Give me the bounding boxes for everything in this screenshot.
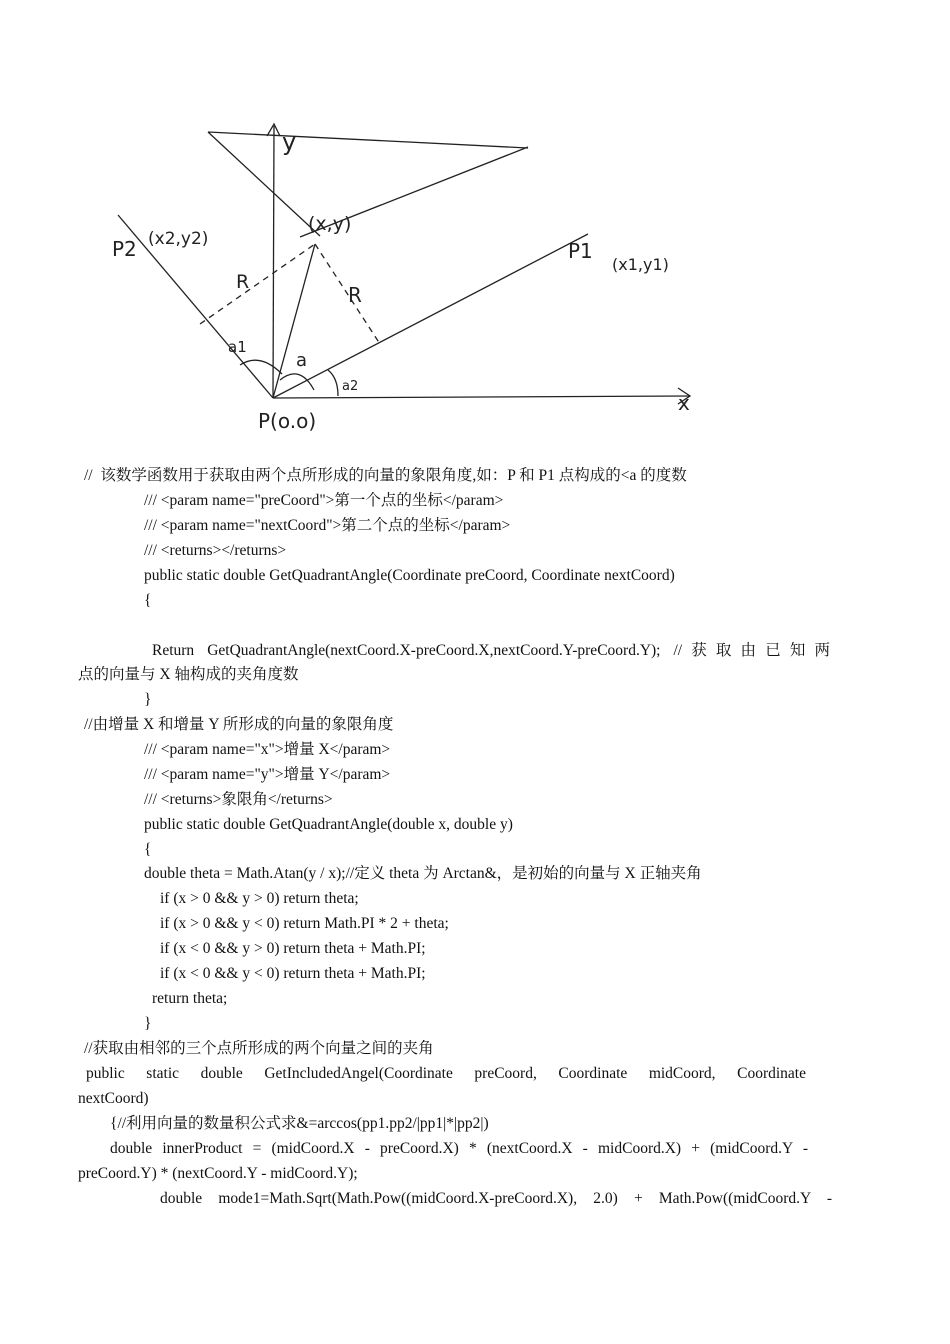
label-x-axis: x: [678, 391, 690, 415]
brace-open-1: {: [144, 592, 152, 609]
perp-line-upper: [208, 132, 380, 342]
if-line-3: if (x < 0 && y > 0) return theta + Math.PI;: [160, 940, 426, 957]
mode1-line: double mode1=Math.Sqrt(Math.Pow((midCoord.X-preCoord.X), 2.0) + Math.Pow((midCoord.Y -: [160, 1190, 832, 1207]
param-line-4: /// <param name="y">增量 Y</param>: [144, 766, 391, 783]
label-a1: a1: [228, 338, 247, 356]
label-origin: P(o.o): [258, 409, 317, 433]
parallel-line: [210, 132, 273, 398]
y-axis-line: [273, 126, 274, 398]
return-line-1-cont: 点的向量与 X 轴构成的夹角度数: [78, 666, 299, 683]
inner-product-line: double innerProduct = (midCoord.X - preCoord.X) * (nextCoord.X - midCoord.X) + (midCoord.Y -: [110, 1140, 808, 1157]
line-p-p1: [273, 234, 588, 398]
arc-a: [280, 374, 314, 390]
inner-product-line-cont: preCoord.Y) * (nextCoord.Y - midCoord.Y);: [78, 1165, 358, 1182]
cross-line: [208, 132, 320, 236]
signature-line-3-cont: nextCoord): [78, 1090, 149, 1107]
label-y-axis: y: [282, 128, 297, 156]
diagram-svg: [90, 112, 740, 447]
line-through-point: [208, 132, 528, 148]
comment-line-3: //获取由相邻的三个点所形成的两个向量之间的夹角: [84, 1040, 434, 1057]
brace-close-1: }: [144, 691, 152, 708]
label-r-right: R: [348, 283, 362, 307]
if-line-2: if (x > 0 && y < 0) return Math.PI * 2 + theta;: [160, 915, 449, 932]
label-p1: P1: [568, 239, 593, 263]
brace-open-3: {//利用向量的数量积公式求&=arccos(pp1.pp2/|pp1|*|pp2|): [110, 1115, 489, 1132]
line-p-point: [273, 244, 315, 398]
label-point: (x,y): [308, 213, 352, 235]
label-p2: P2: [112, 237, 137, 261]
label-a: a: [296, 350, 308, 371]
return-theta-line: return theta;: [152, 990, 228, 1007]
theta-line: double theta = Math.Atan(y / x);//定义 theta 为 Arctan&，是初始的向量与 X 正轴夹角: [144, 865, 702, 882]
comment-line-2: //由增量 X 和增量 Y 所形成的向量的象限角度: [84, 716, 394, 733]
signature-line-2: public static double GetQuadrantAngle(double x, double y): [144, 816, 513, 833]
param-line-2: /// <param name="nextCoord">第二个点的坐标</param>: [144, 517, 511, 534]
signature-line-1: public static double GetQuadrantAngle(Coordinate preCoord, Coordinate nextCoord): [144, 567, 675, 584]
label-p1-coord: (x1,y1): [612, 255, 669, 274]
r-left-dashed: [200, 244, 315, 324]
label-p2-coord: (x2,y2): [148, 229, 209, 249]
return-line-1: Return GetQuadrantAngle(nextCoord.X-preCoord.X,nextCoord.Y-preCoord.Y); //获取由已知两: [152, 642, 830, 659]
param-line-3: /// <param name="x">增量 X</param>: [144, 741, 391, 758]
label-a2: a2: [342, 379, 359, 394]
if-line-4: if (x < 0 && y < 0) return theta + Math.PI;: [160, 965, 426, 982]
label-r-left: R: [236, 271, 250, 293]
brace-open-2: {: [144, 841, 152, 858]
x-axis-line: [273, 396, 690, 398]
param-line-1: /// <param name="preCoord">第一个点的坐标</param>: [144, 492, 504, 509]
returns-line-2: /// <returns>象限角</returns>: [144, 791, 333, 808]
brace-close-2: }: [144, 1015, 152, 1032]
comment-line-1: // 该数学函数用于获取由两个点所形成的向量的象限角度,如：P 和 P1 点构成的<a 的度数: [84, 467, 687, 484]
signature-line-3: public static double GetIncludedAngel(Coordinate preCoord, Coordinate midCoord, Coordinate: [86, 1065, 806, 1082]
returns-line-1: /// <returns></returns>: [144, 542, 287, 559]
arc-a2: [328, 370, 338, 396]
vector-angle-diagram: [90, 112, 740, 447]
if-line-1: if (x > 0 && y > 0) return theta;: [160, 890, 359, 907]
